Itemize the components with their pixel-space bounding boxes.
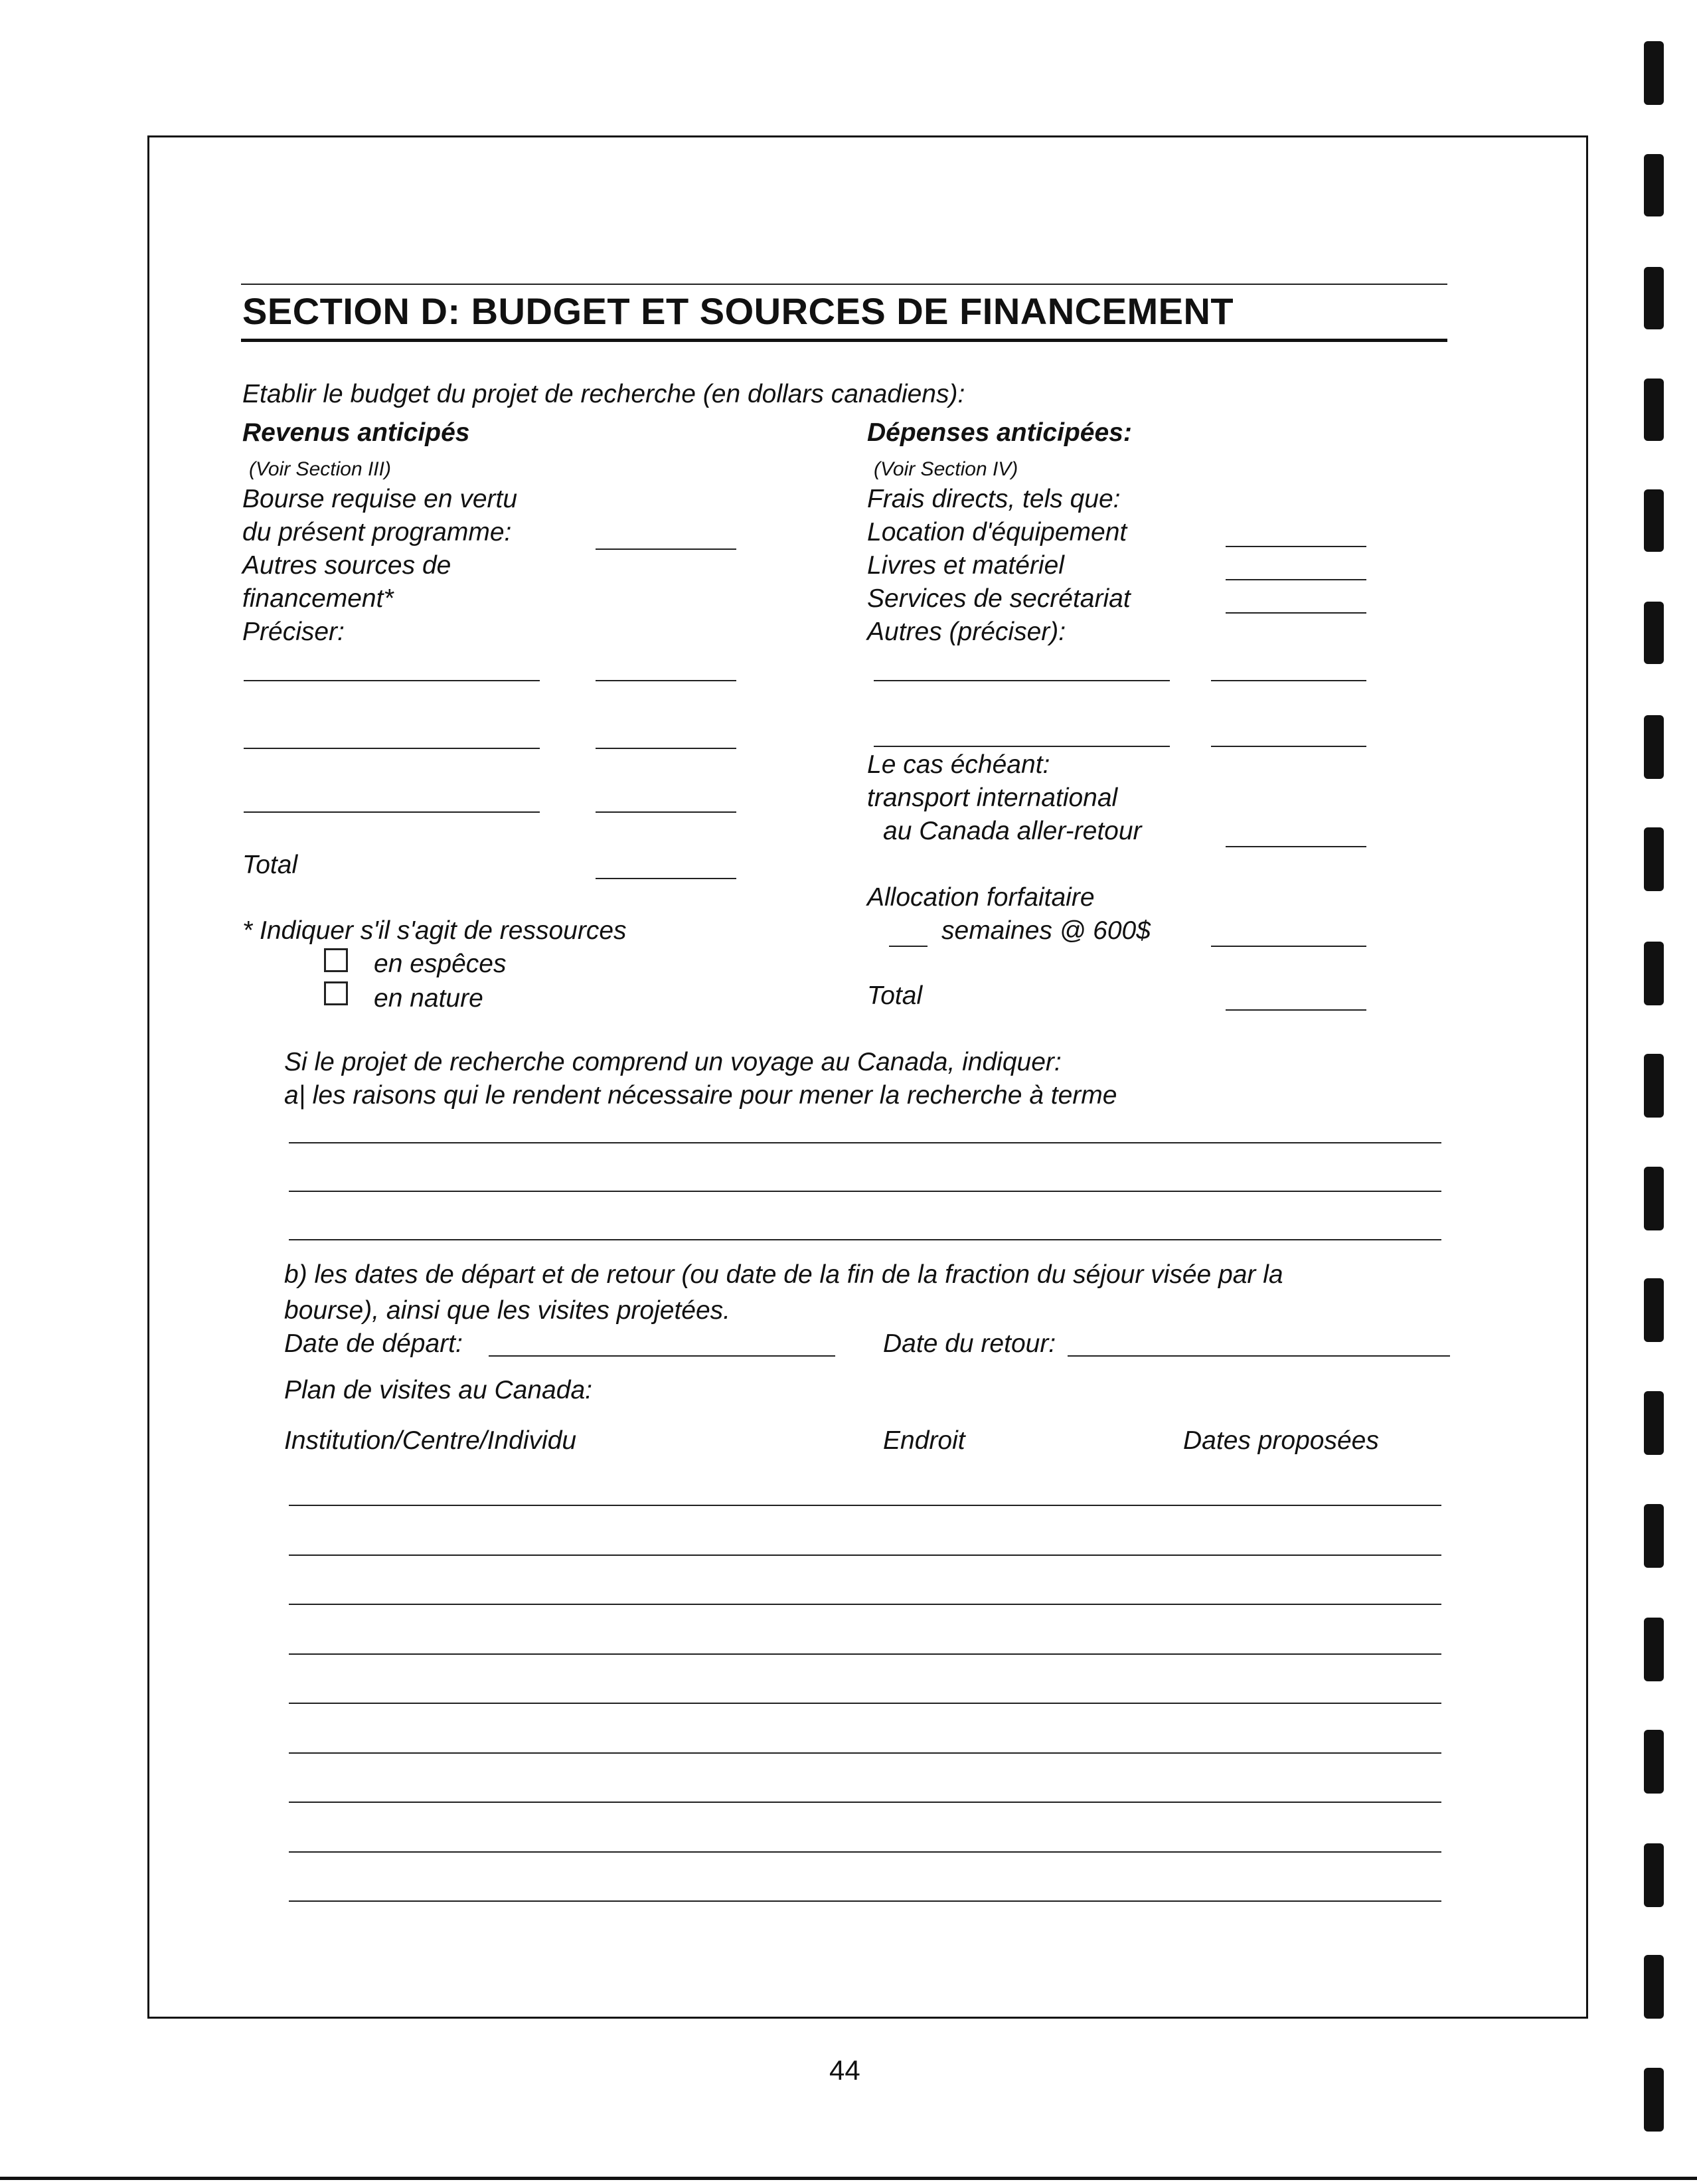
section-title: SECTION D: BUDGET ET SOURCES DE FINANCEMENT <box>242 290 1234 332</box>
expense-reference: (Voir Section IV) <box>874 458 1018 480</box>
grant-amount-field[interactable] <box>596 548 736 550</box>
expense-line-1: Frais directs, tels que: <box>867 485 1121 513</box>
reasons-line-3[interactable] <box>289 1239 1441 1240</box>
equipment-amount-field[interactable] <box>1226 546 1366 547</box>
reasons-line-2[interactable] <box>289 1191 1441 1192</box>
binder-mark <box>1644 715 1664 779</box>
expense-item-other: Autres (préciser): <box>867 618 1066 646</box>
in-kind-checkbox[interactable] <box>324 981 348 1005</box>
case-line-2: transport international <box>867 784 1118 812</box>
visit-line-7[interactable] <box>289 1802 1441 1803</box>
travel-amount-field[interactable] <box>1226 846 1366 847</box>
return-label: Date du retour: <box>883 1329 1056 1358</box>
binder-mark <box>1644 1054 1664 1118</box>
revenue-line-5: Préciser: <box>242 618 345 646</box>
cash-checkbox[interactable] <box>324 948 348 972</box>
revenue-heading: Revenus anticipés <box>242 418 470 447</box>
visit-line-5[interactable] <box>289 1703 1441 1704</box>
cash-option-label: en espêces <box>374 950 507 978</box>
revenue-line-3: Autres sources de <box>242 551 451 580</box>
binder-mark <box>1644 1391 1664 1455</box>
column-institution: Institution/Centre/Individu <box>284 1426 577 1455</box>
visit-line-1[interactable] <box>289 1505 1441 1506</box>
title-top-rule <box>241 284 1447 285</box>
allowance-amount-field[interactable] <box>1211 946 1366 947</box>
revenue-total-field[interactable] <box>596 878 736 879</box>
books-amount-field[interactable] <box>1226 579 1366 580</box>
visit-line-9[interactable] <box>289 1900 1441 1902</box>
departure-date-field[interactable] <box>489 1355 835 1357</box>
binder-mark <box>1644 602 1664 664</box>
secretarial-amount-field[interactable] <box>1226 612 1366 614</box>
other-expense-amount-2[interactable] <box>1211 746 1366 747</box>
expense-total-field[interactable] <box>1226 1009 1366 1011</box>
budget-intro: Etablir le budget du projet de recherche (en dollars canadiens): <box>242 380 965 408</box>
case-line-3: au Canada aller-retour <box>883 817 1142 845</box>
in-kind-option-label: en nature <box>374 984 483 1013</box>
binder-mark <box>1644 1278 1664 1342</box>
case-line-1: Le cas échéant: <box>867 750 1050 779</box>
expense-heading: Dépenses anticipées: <box>867 418 1132 447</box>
other-expense-amount-1[interactable] <box>1211 680 1366 681</box>
visit-line-4[interactable] <box>289 1653 1441 1655</box>
binder-mark <box>1644 1730 1664 1794</box>
other-expense-field-1[interactable] <box>874 680 1170 681</box>
weeks-count-field[interactable] <box>889 946 928 947</box>
binder-mark <box>1644 2068 1664 2132</box>
revenue-line-2: du présent programme: <box>242 518 512 546</box>
travel-dates-line-2: bourse), ainsi que les visites projetées. <box>284 1296 731 1325</box>
column-location: Endroit <box>883 1426 965 1455</box>
binder-mark <box>1644 1955 1664 2019</box>
weeks-rate-label: semaines @ 600$ <box>941 916 1151 945</box>
page-number: 44 <box>829 2055 860 2086</box>
other-source-amount-3[interactable] <box>596 811 736 813</box>
travel-dates-line-1: b) les dates de départ et de retour (ou date de la fin de la fraction du séjour visée par la <box>284 1260 1283 1289</box>
allowance-label: Allocation forfaitaire <box>867 883 1095 912</box>
travel-intro: Si le projet de recherche comprend un voyage au Canada, indiquer: <box>284 1048 1062 1076</box>
visit-line-8[interactable] <box>289 1851 1441 1853</box>
resource-note: * Indiquer s'il s'agit de ressources <box>242 916 627 945</box>
bottom-edge-rule <box>0 2177 1697 2180</box>
binder-mark <box>1644 489 1664 552</box>
visit-plan-label: Plan de visites au Canada: <box>284 1376 592 1404</box>
visit-line-2[interactable] <box>289 1554 1441 1556</box>
other-source-amount-1[interactable] <box>596 680 736 681</box>
binder-mark <box>1644 378 1664 441</box>
binder-mark <box>1644 267 1664 329</box>
reasons-line-1[interactable] <box>289 1142 1441 1143</box>
column-proposed-dates: Dates proposées <box>1183 1426 1379 1455</box>
other-source-field-3[interactable] <box>244 811 540 813</box>
other-source-amount-2[interactable] <box>596 748 736 749</box>
expense-item-books: Livres et matériel <box>867 551 1064 580</box>
other-source-field-1[interactable] <box>244 680 540 681</box>
binder-mark <box>1644 1504 1664 1568</box>
revenue-line-4: financement* <box>242 584 394 613</box>
binder-mark <box>1644 1167 1664 1230</box>
title-bottom-rule <box>241 339 1447 342</box>
other-expense-field-2[interactable] <box>874 746 1170 747</box>
binder-mark <box>1644 41 1664 105</box>
revenue-total-label: Total <box>242 851 298 879</box>
expense-item-equipment: Location d'équipement <box>867 518 1127 546</box>
revenue-line-1: Bourse requise en vertu <box>242 485 518 513</box>
binder-mark <box>1644 827 1664 891</box>
visit-line-6[interactable] <box>289 1752 1441 1754</box>
binder-mark <box>1644 1843 1664 1907</box>
binder-mark <box>1644 154 1664 216</box>
other-source-field-2[interactable] <box>244 748 540 749</box>
revenue-reference: (Voir Section III) <box>249 458 391 480</box>
return-date-field[interactable] <box>1068 1355 1450 1357</box>
binder-mark <box>1644 942 1664 1005</box>
visit-line-3[interactable] <box>289 1604 1441 1605</box>
expense-total-label: Total <box>867 981 923 1010</box>
travel-reasons-label: a| les raisons qui le rendent nécessaire pour mener la recherche à terme <box>284 1081 1117 1110</box>
binder-mark <box>1644 1618 1664 1681</box>
departure-label: Date de départ: <box>284 1329 463 1358</box>
expense-item-secretarial: Services de secrétariat <box>867 584 1131 613</box>
